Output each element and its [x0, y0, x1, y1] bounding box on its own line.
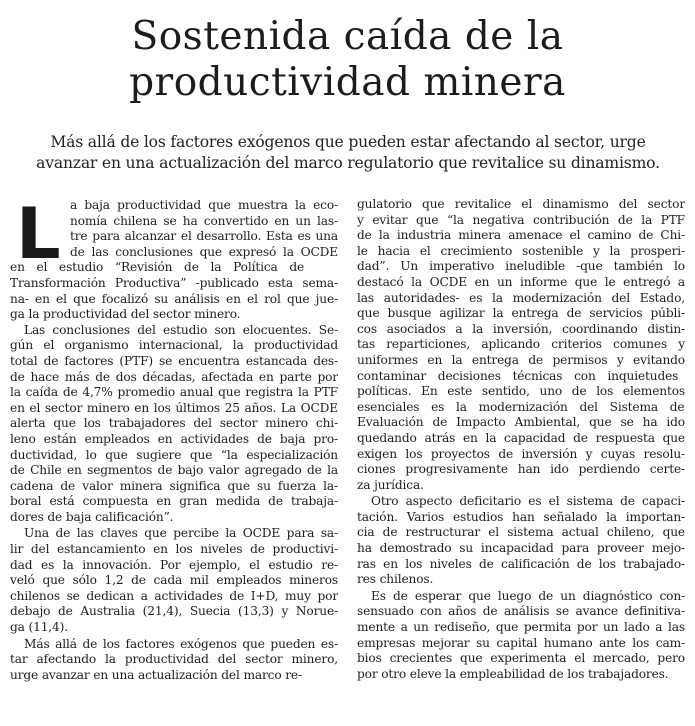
text-line: dores de baja calificación”.	[10, 509, 174, 524]
paragraph-2	[10, 323, 338, 526]
text-line: chilenos se dedican a actividades de I+D, muy por	[10, 588, 338, 603]
text-line: exigen los proyectos de inversión y cuyas resolu-	[357, 446, 685, 461]
text-line: bios crecientes que experimenta el mercado, pero	[357, 651, 685, 666]
text-line: le hacia el crecimiento sostenible y la prosperi-	[357, 243, 685, 258]
text-line: total de factores (PTF) se encuentra estancada des-	[10, 353, 338, 368]
text-line: ciones progresivamente han ido perdiendo certe-	[357, 462, 685, 477]
text-line: mente a un rediseño, que permita por un lado a las	[357, 620, 685, 635]
deck-line-1: Más allá de los factores exógenos que pueden estar afectando al sector, urge	[50, 133, 646, 151]
text-line: de las conclusiones que expresó la OCDE	[70, 244, 338, 259]
first-paragraph-block	[10, 198, 338, 323]
deck-line-2: avanzar en una actualización del marco regulatorio que revitalice su dinamismo.	[36, 154, 660, 172]
headline-line-2: productividad minera	[129, 60, 566, 105]
text-line: ductividad, lo que sugiere que “la especialización	[10, 447, 338, 462]
text-line: veló que sólo 1,2 de cada mil empleados mineros	[10, 573, 338, 588]
paragraph-3	[10, 526, 338, 635]
headline	[0, 14, 695, 106]
text-line: por otro eleve la empleabilidad de los trabajadores.	[357, 666, 669, 681]
text-line: de Chile en segmentos de bajo valor agregado de la	[10, 463, 338, 478]
svg-text:L: L	[16, 204, 61, 260]
text-line: res chilenos.	[357, 572, 434, 587]
text-line: destacó la OCDE en un informe que le entregó a	[357, 274, 685, 289]
text-line: cia de restructurar el sistema actual chileno, que	[357, 525, 685, 540]
text-line: tar afectando la productividad del sector minero,	[10, 652, 338, 667]
text-line: empresas mejorar su capital humano ante los cam-	[357, 635, 685, 650]
text-line: a baja productividad que muestra la eco-	[70, 198, 338, 212]
headline-line-1: Sostenida caída de la	[131, 14, 564, 59]
text-line: ras en los niveles de calificación de los trabajado-	[357, 556, 685, 571]
text-line: de hace más de dos décadas, afectada en parte por	[10, 369, 338, 384]
text-line: alerta que los trabajadores del sector minero chi-	[10, 416, 338, 431]
text-line: Una de las claves que percibe la OCDE para sa-	[24, 526, 338, 541]
text-line: urge avanzar en una actualización del marco re-	[10, 667, 302, 682]
text-line: cos asociados a la inversión, coordinando distin-	[357, 321, 685, 336]
text-line: na- en el que focalizó su análisis en el rol que jue-	[10, 291, 338, 306]
text-line: cadena de valor minera significa que su fuerza la-	[10, 478, 338, 493]
text-line: que busque agilizar la entrega de servicios públi-	[357, 306, 685, 321]
text-line: ha demostrado su incapacidad para proveer mejo-	[357, 541, 685, 556]
paragraph-6	[357, 494, 685, 588]
paragraph-4	[10, 637, 338, 684]
deck-subtitle	[8, 132, 688, 174]
paragraph-7	[357, 589, 685, 683]
text-line: dad es la innovación. Por ejemplo, el estudio re-	[10, 557, 338, 572]
text-line: ga la productividad del sector minero.	[10, 307, 241, 322]
text-line: Es de esperar que luego de un diagnóstico con-	[371, 588, 685, 603]
text-line: y evitar que “la negativa contribución de la PTF	[357, 212, 685, 227]
article-column-right	[357, 197, 685, 682]
text-line: quedando atrás en la capacidad de respuesta que	[357, 430, 685, 445]
dropcap-letter	[16, 204, 62, 260]
text-line: lir del estancamiento en los niveles de productivi-	[10, 542, 338, 557]
text-line: Transformación Productiva” -publicado esta sema-	[10, 275, 338, 290]
text-line: tación. Varios estudios han señalado la importan-	[357, 509, 685, 524]
text-line: la caída de 4,7% promedio anual que registra la PTF	[10, 385, 338, 400]
text-line: las autoridades- es la modernización del Estado,	[357, 290, 685, 305]
text-line: Otro aspecto deficitario es el sistema de capaci-	[371, 494, 685, 509]
text-line: políticas. En este sentido, uno de los elementos	[357, 384, 685, 399]
text-line: en el estudio “Revisión de la Política de	[10, 260, 305, 275]
text-line: de la industria minera amenace el camino de Chi-	[357, 228, 685, 243]
text-line: Más allá de los factores exógenos que pueden es-	[24, 636, 338, 651]
text-line: Las conclusiones del estudio son elocuentes. Se-	[24, 322, 338, 337]
text-line: tas reparticiones, aplicando criterios comunes y	[357, 337, 685, 352]
text-line: ga (11,4).	[10, 620, 68, 635]
text-line: Evaluación de Impacto Ambiental, que se ha ido	[357, 415, 685, 430]
text-line: leno están empleados en actividades de baja pro-	[10, 431, 338, 446]
text-line: dad”. Un imperativo ineludible -que también lo	[357, 259, 685, 274]
text-line: boral está compuesta en gran medida de trabaja-	[10, 494, 338, 509]
text-line: nomía chilena se ha convertido en un las-	[70, 213, 338, 228]
article-column-left	[10, 198, 338, 683]
text-line: en el sector minero en los últimos 25 años. La OCDE	[10, 400, 338, 415]
text-line: tre para alcanzar el desarrollo. Esta es una	[70, 229, 338, 244]
text-line: debajo de Australia (21,4), Suecia (13,3) y Norue-	[10, 604, 338, 619]
text-line: gún el organismo internacional, la productividad	[10, 338, 338, 353]
text-line: za jurídica.	[357, 477, 424, 492]
text-line: esenciales es la modernización del Sistema de	[357, 399, 685, 414]
text-line: sensuado con años de análisis se avance definitiva-	[357, 604, 685, 619]
text-line: gulatorio que revitalice el dinamismo del sector	[357, 197, 685, 211]
text-line: uniformes en la entrega de permisos y evitando	[357, 352, 685, 367]
text-line: contaminar decisiones técnicas con inquietudes	[357, 368, 679, 383]
paragraph-5	[357, 197, 685, 493]
